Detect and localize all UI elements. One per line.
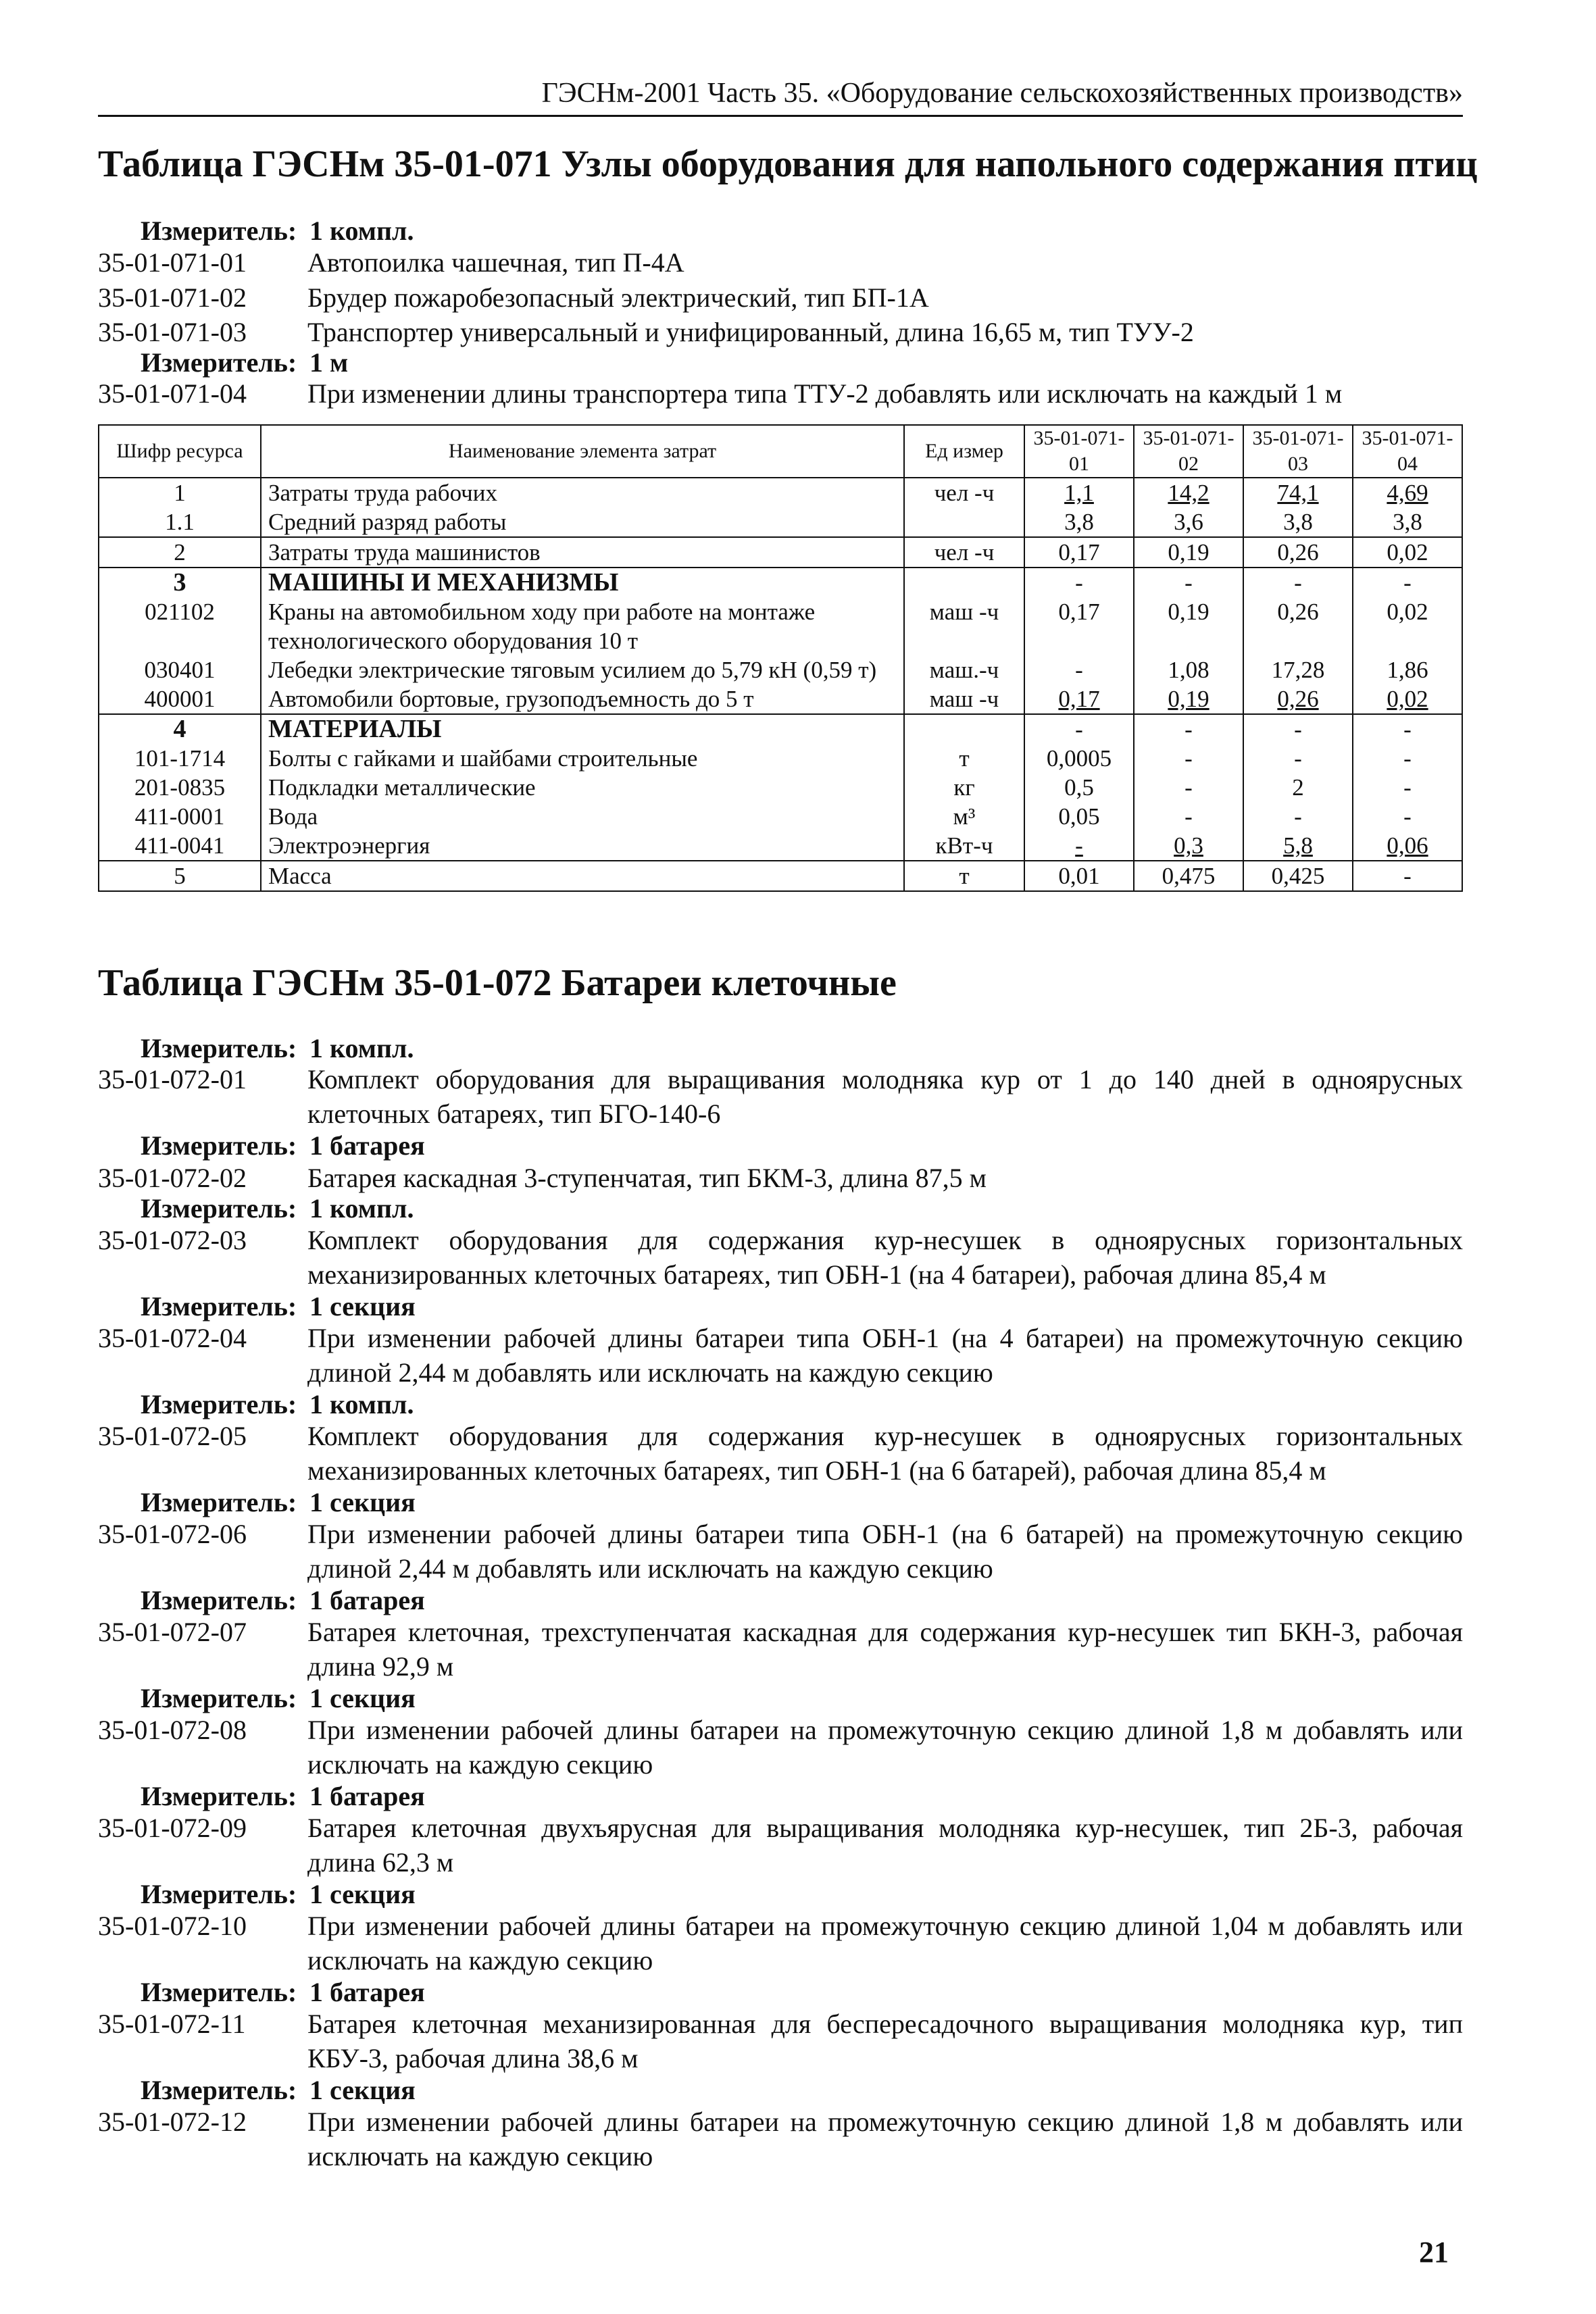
- cell-value: -: [1353, 568, 1462, 597]
- table-row: [99, 744, 1462, 773]
- measurement-value: 1 компл.: [309, 1193, 414, 1224]
- measurement-line: [141, 1682, 416, 1715]
- entry-text: Комплект оборудования для выращивания молодняка кур от 1 до 140 дней в одноярусных клеточных батареях, тип БГО-140-6: [307, 1064, 1463, 1129]
- cell-unit: т: [904, 744, 1024, 773]
- cell-unit: м³: [904, 802, 1024, 831]
- cell-value: 0,05: [1024, 802, 1134, 831]
- col-header-name: Наименование элемента затрат: [261, 425, 904, 478]
- entry-code: 35-01-072-11: [98, 2009, 246, 2039]
- cell-value: -: [1024, 714, 1134, 744]
- cell-value: 0,5: [1024, 773, 1134, 802]
- table2-title: Таблица ГЭСНм 35-01-072 Батареи клеточные: [98, 962, 897, 1004]
- cell-value: -: [1353, 773, 1462, 802]
- cell-code: 201-0835: [99, 773, 261, 802]
- table-row: [99, 831, 1462, 861]
- entry-text: Батарея клеточная двухъярусная для выращивания молодняка кур-несушек, тип 2Б-3, рабочая длина 62,3 м: [307, 1813, 1463, 1878]
- entry-text: Батарея клеточная механизированная для беспересадочного выращивания молодняка кур, тип КБУ-3, рабочая длина 38,6 м: [307, 2009, 1463, 2073]
- cell-value: 0,17: [1024, 597, 1134, 655]
- measurement-line: [141, 215, 414, 247]
- header-rule: [98, 115, 1463, 117]
- cell-code: 2: [99, 537, 261, 568]
- entry-code: 35-01-071-04: [98, 378, 247, 409]
- cell-value: -: [1243, 714, 1353, 744]
- measurement-label: Измеритель:: [141, 1487, 297, 1517]
- measurement-label: Измеритель:: [141, 1977, 297, 2007]
- measurement-label: Измеритель:: [141, 1879, 297, 1909]
- measurement-label: Измеритель:: [141, 1683, 297, 1713]
- table-row: [99, 507, 1462, 537]
- cell-name: Краны на автомобильном ходу при работе на монтаже технологического оборудования 10 т: [261, 597, 904, 655]
- cell-code: 4: [99, 714, 261, 744]
- measurement-label: Измеритель:: [141, 1585, 297, 1615]
- cell-value: -: [1243, 568, 1353, 597]
- col-header-unit: Ед измер: [904, 425, 1024, 478]
- measurement-line: [141, 1878, 416, 1911]
- cell-name: Средний разряд работы: [261, 507, 904, 537]
- cell-value: 0,475: [1134, 861, 1243, 891]
- measurement-line: [141, 1032, 414, 1065]
- entry-text: При изменении рабочей длины батареи на промежуточную секцию длиной 1,8 м добавлять или исключать на каждую секцию: [307, 2107, 1463, 2171]
- measurement-line: [141, 1290, 416, 1323]
- cell-unit: чел -ч: [904, 537, 1024, 568]
- measurement-value: 1 м: [309, 347, 349, 378]
- cell-value: 0,26: [1243, 597, 1353, 655]
- measurement-line: [141, 1486, 416, 1519]
- cell-value: -: [1353, 802, 1462, 831]
- entry-text: Комплект оборудования для содержания кур-несушек в одноярусных горизонтальных механизированных клеточных батареях, тип ОБН-1 (на 6 батарей), рабочая длина 85,4 м: [307, 1421, 1463, 1486]
- cell-value: -: [1134, 568, 1243, 597]
- cell-value: 4,69: [1353, 478, 1462, 507]
- cell-value: 0,19: [1134, 597, 1243, 655]
- cell-code: 411-0001: [99, 802, 261, 831]
- entry-text: Автопоилка чашечная, тип П-4А: [307, 247, 684, 278]
- entry-code: 35-01-072-06: [98, 1519, 247, 1549]
- table-row: [99, 773, 1462, 802]
- entry-text: Батарея каскадная 3-ступенчатая, тип БКМ-3, длина 87,5 м: [307, 1163, 987, 1193]
- mass-group: [99, 861, 1462, 891]
- cell-value: 3,8: [1024, 507, 1134, 537]
- col-header-071-03: 35-01-071-03: [1243, 425, 1353, 478]
- cell-value: 0,19: [1134, 684, 1243, 714]
- cell-value: 0,17: [1024, 684, 1134, 714]
- measurement-label: Измеритель:: [141, 1033, 297, 1063]
- measurement-line: [141, 1192, 414, 1225]
- cell-unit: маш.-ч: [904, 655, 1024, 684]
- table-row: [99, 802, 1462, 831]
- measurement-value: 1 компл.: [309, 1389, 414, 1419]
- cell-name: Лебедки электрические тяговым усилием до 5,79 кН (0,59 т): [261, 655, 904, 684]
- entry-code: 35-01-071-03: [98, 317, 247, 347]
- table-header-row: [99, 425, 1462, 478]
- table-row: [99, 568, 1462, 597]
- resource-table: [98, 424, 1463, 892]
- cell-value: 0,02: [1353, 684, 1462, 714]
- cell-unit: маш -ч: [904, 597, 1024, 655]
- entry-code: 35-01-072-02: [98, 1163, 247, 1193]
- cell-name: Автомобили бортовые, грузоподъемность до 5 т: [261, 684, 904, 714]
- cell-value: -: [1353, 714, 1462, 744]
- cell-value: -: [1134, 744, 1243, 773]
- cell-name: Затраты труда машинистов: [261, 537, 904, 568]
- table-row: [99, 478, 1462, 507]
- measurement-label: Измеритель:: [141, 1130, 297, 1161]
- materials-group: [99, 714, 1462, 861]
- cell-unit: кВт-ч: [904, 831, 1024, 861]
- cell-value: -: [1134, 773, 1243, 802]
- cell-code: 101-1714: [99, 744, 261, 773]
- operators-group: [99, 537, 1462, 568]
- cell-value: 3,8: [1243, 507, 1353, 537]
- cell-code: 1.1: [99, 507, 261, 537]
- cell-code: 021102: [99, 597, 261, 655]
- measurement-value: 1 секция: [309, 2075, 416, 2105]
- cell-unit: [904, 568, 1024, 597]
- cell-value: -: [1243, 744, 1353, 773]
- entry-code: 35-01-072-09: [98, 1813, 247, 1843]
- measurement-value: 1 секция: [309, 1487, 416, 1517]
- cell-value: -: [1353, 744, 1462, 773]
- cell-unit: [904, 507, 1024, 537]
- entry-code: 35-01-072-08: [98, 1715, 247, 1745]
- entry-code: 35-01-072-01: [98, 1064, 247, 1095]
- cell-value: 0,3: [1134, 831, 1243, 861]
- cell-value: -: [1024, 568, 1134, 597]
- cell-name: Болты с гайками и шайбами строительные: [261, 744, 904, 773]
- labor-group: [99, 478, 1462, 537]
- table-row: [99, 537, 1462, 568]
- cell-value: 74,1: [1243, 478, 1353, 507]
- measurement-label: Измеритель:: [141, 1193, 297, 1224]
- cell-value: 2: [1243, 773, 1353, 802]
- col-header-071-01: 35-01-071-01: [1024, 425, 1134, 478]
- cell-unit: кг: [904, 773, 1024, 802]
- entry-code: 35-01-072-05: [98, 1421, 247, 1451]
- cell-value: -: [1134, 714, 1243, 744]
- cell-code: 5: [99, 861, 261, 891]
- cell-value: 3,6: [1134, 507, 1243, 537]
- measurement-value: 1 батарея: [309, 1130, 425, 1161]
- entry-text: Комплект оборудования для содержания кур-несушек в одноярусных горизонтальных механизированных клеточных батареях, тип ОБН-1 (на 4 батареи), рабочая длина 85,4 м: [307, 1225, 1463, 1290]
- cell-unit: т: [904, 861, 1024, 891]
- entry-text: При изменении рабочей длины батареи типа ОБН-1 (на 6 батарей) на промежуточную секцию длиной 2,44 м добавлять или исключать на каждую секцию: [307, 1519, 1463, 1584]
- measurement-value: 1 компл.: [309, 216, 414, 246]
- cell-code: 1: [99, 478, 261, 507]
- cell-value: 0,02: [1353, 597, 1462, 655]
- entry-text: При изменении длины транспортера типа ТТУ-2 добавлять или исключать на каждый 1 м: [307, 378, 1343, 409]
- cell-name: Подкладки металлические: [261, 773, 904, 802]
- entry-text: При изменении рабочей длины батареи типа ОБН-1 (на 4 батареи) на промежуточную секцию длиной 2,44 м добавлять или исключать на каждую секцию: [307, 1323, 1463, 1388]
- cell-value: 1,86: [1353, 655, 1462, 684]
- measurement-line: [141, 1976, 425, 2009]
- entry-text: Батарея клеточная, трехступенчатая каскадная для содержания кур-несушек тип БКН-3, рабочая длина 92,9 м: [307, 1617, 1463, 1682]
- measurement-line: [141, 1584, 425, 1617]
- cell-code: 411-0041: [99, 831, 261, 861]
- cell-name: Затраты труда рабочих: [261, 478, 904, 507]
- measurement-label: Измеритель:: [141, 216, 297, 246]
- measurement-label: Измеритель:: [141, 2075, 297, 2105]
- entry-text: При изменении рабочей длины батареи на промежуточную секцию длиной 1,04 м добавлять или исключать на каждую секцию: [307, 1911, 1463, 1976]
- cell-value: -: [1024, 831, 1134, 861]
- entry-text: Брудер пожаробезопасный электрический, тип БП-1А: [307, 282, 929, 313]
- measurement-label: Измеритель:: [141, 1291, 297, 1322]
- measurement-line: [141, 1388, 414, 1421]
- table-row: [99, 597, 1462, 655]
- cell-value: 1,08: [1134, 655, 1243, 684]
- entry-text: Транспортер универсальный и унифицированный, длина 16,65 м, тип ТУУ-2: [307, 317, 1194, 347]
- cell-value: -: [1024, 655, 1134, 684]
- cell-value: -: [1134, 802, 1243, 831]
- measurement-line: [141, 1780, 425, 1813]
- cell-name: Масса: [261, 861, 904, 891]
- col-header-071-02: 35-01-071-02: [1134, 425, 1243, 478]
- entry-text: При изменении рабочей длины батареи на промежуточную секцию длиной 1,8 м добавлять или исключать на каждую секцию: [307, 1715, 1463, 1780]
- cell-value: 0,425: [1243, 861, 1353, 891]
- cell-code: 400001: [99, 684, 261, 714]
- measurement-line: [141, 2074, 416, 2107]
- cell-value: 1,1: [1024, 478, 1134, 507]
- measurement-value: 1 батарея: [309, 1977, 425, 2007]
- cell-unit: чел -ч: [904, 478, 1024, 507]
- cell-value: 0,26: [1243, 684, 1353, 714]
- machines-group: [99, 568, 1462, 714]
- col-header-code: Шифр ресурса: [99, 425, 261, 478]
- entry-code: 35-01-071-02: [98, 282, 247, 313]
- measurement-label: Измеритель:: [141, 1781, 297, 1811]
- cell-value: -: [1353, 861, 1462, 891]
- measurement-value: 1 батарея: [309, 1781, 425, 1811]
- cell-value: 0,17: [1024, 537, 1134, 568]
- page-number: 21: [1419, 2236, 1449, 2269]
- cell-value: 5,8: [1243, 831, 1353, 861]
- measurement-label: Измеритель:: [141, 347, 297, 378]
- measurement-value: 1 секция: [309, 1879, 416, 1909]
- cell-code: 3: [99, 568, 261, 597]
- table-row: [99, 714, 1462, 744]
- measurement-value: 1 секция: [309, 1291, 416, 1322]
- measurement-value: 1 батарея: [309, 1585, 425, 1615]
- entry-code: 35-01-072-07: [98, 1617, 247, 1647]
- section-heading: МАШИНЫ И МЕХАНИЗМЫ: [261, 568, 904, 597]
- section-heading: МАТЕРИАЛЫ: [261, 714, 904, 744]
- cell-unit: [904, 714, 1024, 744]
- entry-code: 35-01-072-03: [98, 1225, 247, 1255]
- cell-name: Вода: [261, 802, 904, 831]
- measurement-line: [141, 347, 348, 379]
- running-header: ГЭСНм-2001 Часть 35. «Оборудование сельскохозяйственных производств»: [541, 78, 1463, 109]
- entry-code: 35-01-072-04: [98, 1323, 247, 1353]
- cell-value: 17,28: [1243, 655, 1353, 684]
- cell-value: 0,06: [1353, 831, 1462, 861]
- table-row: [99, 655, 1462, 684]
- cell-value: 0,0005: [1024, 744, 1134, 773]
- cell-value: 0,01: [1024, 861, 1134, 891]
- table-row: [99, 861, 1462, 891]
- table1-title: Таблица ГЭСНм 35-01-071 Узлы оборудования для напольного содержания птиц: [98, 143, 1478, 185]
- col-header-071-04: 35-01-071-04: [1353, 425, 1462, 478]
- cell-value: 0,02: [1353, 537, 1462, 568]
- entry-code: 35-01-072-10: [98, 1911, 247, 1941]
- cell-value: 3,8: [1353, 507, 1462, 537]
- cell-value: 0,26: [1243, 537, 1353, 568]
- entry-code: 35-01-072-12: [98, 2107, 247, 2137]
- cell-unit: маш -ч: [904, 684, 1024, 714]
- measurement-value: 1 секция: [309, 1683, 416, 1713]
- cell-value: -: [1243, 802, 1353, 831]
- measurement-value: 1 компл.: [309, 1033, 414, 1063]
- cell-value: 14,2: [1134, 478, 1243, 507]
- cell-code: 030401: [99, 655, 261, 684]
- cell-name: Электроэнергия: [261, 831, 904, 861]
- cell-value: 0,19: [1134, 537, 1243, 568]
- entry-code: 35-01-071-01: [98, 247, 247, 278]
- measurement-line: [141, 1130, 425, 1162]
- table-row: [99, 684, 1462, 714]
- measurement-label: Измеритель:: [141, 1389, 297, 1419]
